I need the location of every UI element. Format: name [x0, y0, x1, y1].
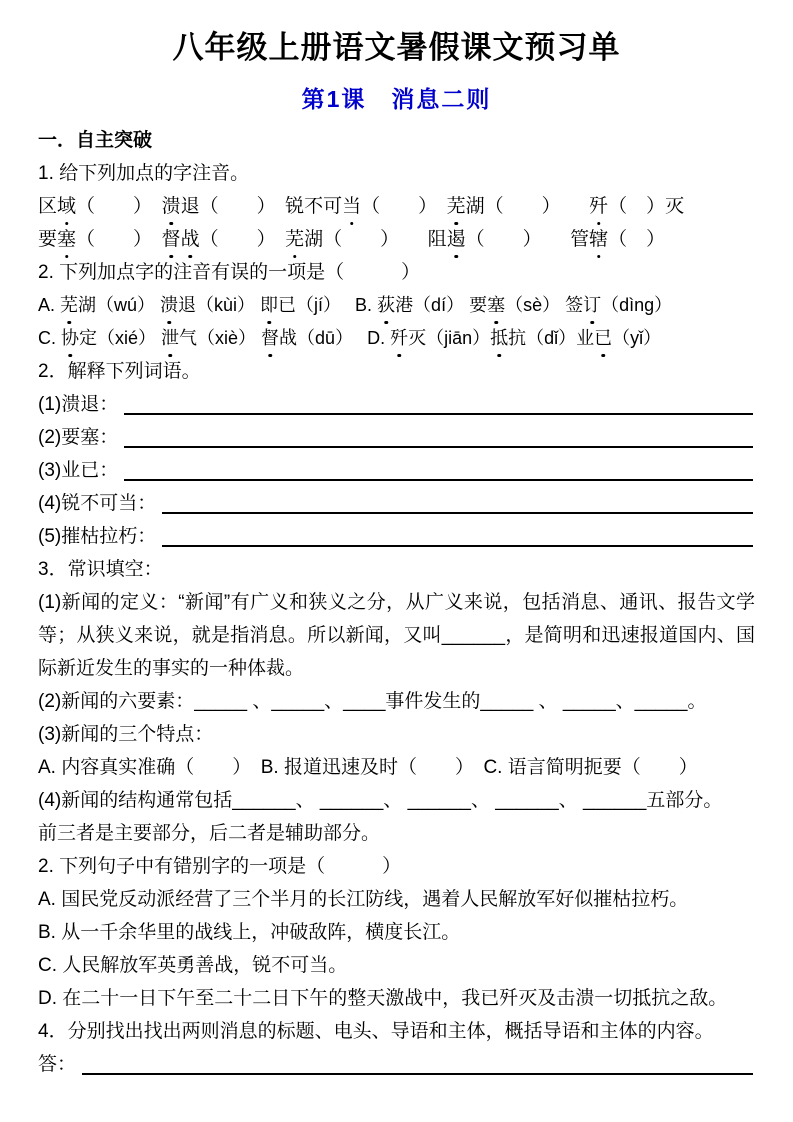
- explain-item-1: [38, 388, 755, 421]
- text-run: (1)新闻的定义：“新闻”有广义和狭义之分，从广义来说，包括消息、通讯、报告文学等；从狭义来说，就是指消息。所以新闻，又叫______，是简明和迅速报道国内、国际新近发生的事实的一种体裁。: [38, 592, 755, 679]
- emphasis-dotted-char: 协: [61, 322, 79, 355]
- text-run: 2. 下列句子中有错别字的一项是（ ）: [38, 856, 402, 877]
- text-run: 战（dū） D.: [279, 328, 391, 348]
- text-run: （ ） 管: [465, 229, 590, 250]
- explain-item-2: [38, 421, 755, 454]
- q2-explain-stem: [38, 355, 755, 388]
- document-title: 八年级上册语文暑假课文预习单: [172, 30, 621, 65]
- emphasis-dotted-char: 督: [261, 322, 279, 355]
- text-run: (3)业已：: [38, 460, 119, 481]
- text-run: 湖（ ）: [465, 196, 590, 217]
- emphasis-dotted-char: 战: [181, 223, 200, 256]
- text-run: 定（xié）: [79, 328, 162, 348]
- emphasis-dotted-char: 已: [594, 322, 612, 355]
- emphasis-dotted-char: 荻: [377, 289, 395, 322]
- q1-instruction: [38, 157, 755, 190]
- answer-blank-line: [124, 446, 753, 448]
- text-run: 答：: [38, 1054, 77, 1075]
- explain-item-5: [38, 520, 755, 553]
- text-run: 前三者是主要部分，后二者是辅助部分。: [38, 823, 381, 844]
- text-run: （ ）: [608, 229, 666, 250]
- q3-item-2: [38, 685, 755, 718]
- text-run: (4)新闻的结构通常包括______、 ______、 ______、 ______、 ______五部分。: [38, 790, 723, 811]
- emphasis-dotted-char: 当: [342, 190, 361, 223]
- q2-typo-stem: [38, 850, 755, 883]
- text-run: 灭（jiān）: [408, 328, 491, 348]
- q2-typo-option-d: [38, 982, 755, 1015]
- answer-blank-line: [82, 1073, 753, 1075]
- emphasis-dotted-char: 歼: [589, 190, 608, 223]
- emphasis-dotted-char: 辖: [589, 223, 608, 256]
- text-run: A. 国民党反动派经营了三个半月的长江防线，遇着人民解放军好似摧枯拉朽。: [38, 889, 689, 910]
- q3-item-3-options: [38, 751, 755, 784]
- text-run: C. 人民解放军英勇善战，锐不可当。: [38, 955, 348, 976]
- q3-item-4-note: [38, 817, 755, 850]
- emphasis-dotted-char: 溃: [162, 190, 181, 223]
- q2-options-cd: [38, 322, 755, 355]
- pinyin-row-1: [38, 190, 755, 223]
- text-run: （ ）: [76, 196, 162, 217]
- section-heading-1: [38, 124, 755, 157]
- q2-options-ab: [38, 289, 755, 322]
- text-run: 要: [38, 229, 58, 250]
- text-run: 2．解释下列词语。: [38, 361, 201, 382]
- q2-typo-option-c: [38, 949, 755, 982]
- text-run: 1. 给下列加点的字注音。: [38, 163, 250, 184]
- emphasis-dotted-char: 溃: [160, 289, 178, 322]
- q3-item-1: [38, 586, 755, 685]
- q2-pinyin-stem: [38, 256, 755, 289]
- text-run: （ ）灭: [608, 196, 685, 217]
- text-run: A. 内容真实准确（ ） B. 报道迅速及时（ ） C. 语言简明扼要（ ）: [38, 757, 698, 778]
- text-run: 抗（dǐ）业: [508, 328, 595, 348]
- pinyin-row-2: [38, 223, 755, 256]
- emphasis-dotted-char: 泄: [161, 322, 179, 355]
- emphasis-dotted-char: 芜: [60, 289, 78, 322]
- text-run: (2)新闻的六要素：_____ 、_____、____事件发生的_____ 、 _____、_____。: [38, 691, 707, 712]
- text-run: 4．分别找出找出两则消息的标题、电头、导语和主体，概括导语和主体的内容。: [38, 1021, 714, 1042]
- q3-item-4: [38, 784, 755, 817]
- answer-blank-line: [124, 479, 753, 481]
- text-run: 区: [38, 196, 58, 217]
- text-run: 退（kùi）: [178, 295, 261, 315]
- text-run: (1)溃退：: [38, 394, 119, 415]
- emphasis-dotted-char: 抵: [490, 322, 508, 355]
- text-run: (4)锐不可当：: [38, 493, 157, 514]
- emphasis-dotted-char: 即: [260, 289, 278, 322]
- emphasis-dotted-char: 订: [583, 289, 601, 322]
- answer-blank-line: [162, 545, 753, 547]
- text-run: 已（jí） B.: [278, 295, 378, 315]
- emphasis-dotted-char: 域: [57, 190, 76, 223]
- lesson-title: 第1课 消息二则: [301, 86, 492, 112]
- emphasis-dotted-char: 督: [162, 223, 181, 256]
- q4-stem: [38, 1015, 755, 1048]
- emphasis-dotted-char: 塞: [487, 289, 505, 322]
- text-run: （dìng）: [601, 295, 673, 315]
- q2-typo-option-b: [38, 916, 755, 949]
- explain-item-4: [38, 487, 755, 520]
- text-run: (2)要塞：: [38, 427, 119, 448]
- text-run: D. 在二十一日下午至二十二日下午的整天激战中，我已歼灭及击溃一切抵抗之敌。: [38, 988, 728, 1009]
- text-run: A.: [38, 295, 61, 315]
- text-run: （yǐ）: [612, 328, 662, 348]
- text-run: 3．常识填空：: [38, 559, 163, 580]
- answer-blank-line: [162, 512, 753, 514]
- emphasis-dotted-char: 塞: [57, 223, 76, 256]
- text-run: 湖（wú）: [78, 295, 161, 315]
- text-run: （ ）: [76, 229, 162, 250]
- q3-stem: [38, 553, 755, 586]
- text-run: （ ）: [361, 196, 447, 217]
- text-run: C.: [38, 328, 62, 348]
- text-run: 湖（ ） 阻: [304, 229, 447, 250]
- text-run: 一．自主突破: [38, 130, 153, 151]
- text-run: 2. 下列加点字的注音有误的一项是（ ）: [38, 262, 421, 283]
- answer-blank-line: [124, 413, 753, 415]
- text-run: (3)新闻的三个特点：: [38, 724, 214, 745]
- explain-item-3: [38, 454, 755, 487]
- text-run: B. 从一千余华里的战线上，冲破敌阵，横度长江。: [38, 922, 461, 943]
- document-body: [38, 124, 755, 1081]
- q4-answer: [38, 1048, 755, 1081]
- emphasis-dotted-char: 芜: [285, 223, 304, 256]
- emphasis-dotted-char: 芜: [447, 190, 466, 223]
- text-run: （sè） 签: [505, 295, 584, 315]
- emphasis-dotted-char: 歼: [390, 322, 408, 355]
- text-run: 港（dí） 要: [395, 295, 488, 315]
- q3-item-3: [38, 718, 755, 751]
- text-run: 退（ ） 锐不可: [180, 196, 343, 217]
- text-run: （ ）: [199, 229, 286, 250]
- text-run: 气（xiè）: [179, 328, 262, 348]
- text-run: (5)摧枯拉朽：: [38, 526, 157, 547]
- emphasis-dotted-char: 遏: [447, 223, 466, 256]
- q2-typo-option-a: [38, 883, 755, 916]
